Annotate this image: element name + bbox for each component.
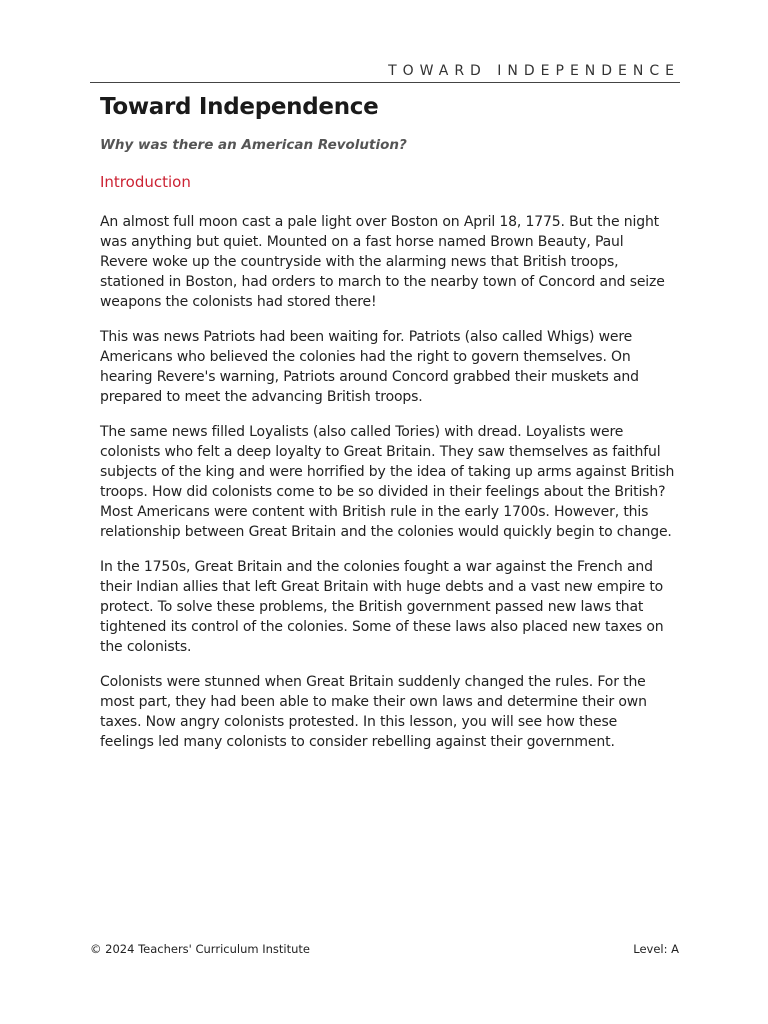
running-header-title: TOWARD INDEPENDENCE — [388, 63, 680, 79]
header-divider — [90, 82, 680, 83]
document-body — [100, 92, 675, 752]
page-title: Toward Independence — [100, 94, 379, 120]
paragraph: An almost full moon cast a pale light over Boston on April 18, 1775. But the night was anything but quiet. Mounted on a fast horse named Brown Beauty, Paul Revere woke up the countryside with the alarming news that British troops, stationed in Boston, had orders to march to the nearby town of Concord and seize weapons the colonists had stored there! — [100, 214, 665, 310]
footer-level: Level: A — [633, 942, 679, 956]
paragraph: Colonists were stunned when Great Britain suddenly changed the rules. For the most part, they had been able to make their own laws and determine their own taxes. Now angry colonists protested. In this lesson, you will see how these feelings led many colonists to consider rebelling against their government. — [100, 674, 647, 750]
page-subtitle: Why was there an American Revolution? — [100, 137, 407, 153]
paragraph: The same news filled Loyalists (also called Tories) with dread. Loyalists were colonists who felt a deep loyalty to Great Britain. They saw themselves as faithful subjects of the king and were horrified by the idea of taking up arms against British troops. How did colonists come to be so divided in their feelings about the British? Most Americans were content with British rule in the early 1700s. However, this relationship between Great Britain and the colonies would quickly begin to change. — [100, 424, 675, 540]
paragraph: This was news Patriots had been waiting for. Patriots (also called Whigs) were Americans who believed the colonies had the right to govern themselves. On hearing Revere's warning, Patriots around Concord grabbed their muskets and prepared to meet the advancing British troops. — [100, 329, 639, 405]
section-heading-introduction: Introduction — [100, 173, 191, 191]
paragraph: In the 1750s, Great Britain and the colonies fought a war against the French and their Indian allies that left Great Britain with huge debts and a vast new empire to protect. To solve these problems, the British government passed new laws that tightened its control of the colonies. Some of these laws also placed new taxes on the colonists. — [100, 559, 664, 655]
footer-copyright: © 2024 Teachers' Curriculum Institute — [90, 942, 310, 956]
